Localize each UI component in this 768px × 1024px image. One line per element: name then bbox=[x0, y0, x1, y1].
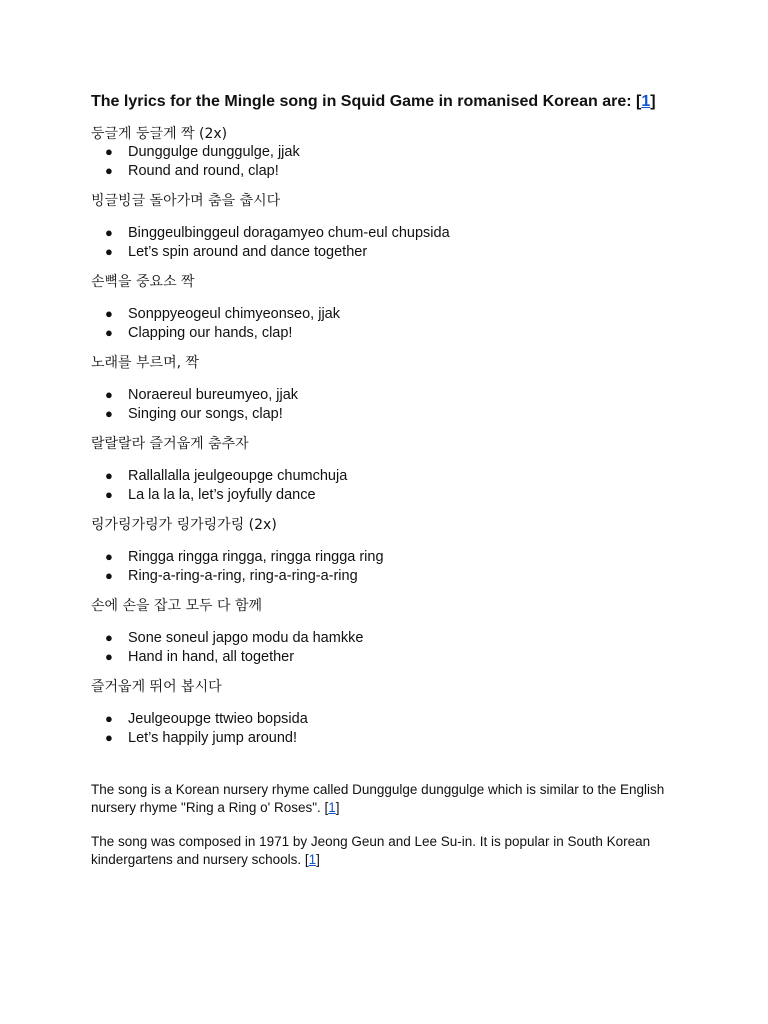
english-line: Singing our songs, clap! bbox=[128, 405, 283, 422]
list-item bbox=[91, 305, 691, 324]
list-item bbox=[91, 386, 691, 405]
citation-link[interactable]: 1 bbox=[328, 800, 336, 815]
bullet-icon: ● bbox=[105, 243, 113, 259]
bullet-icon: ● bbox=[105, 711, 113, 726]
bullet-icon: ● bbox=[105, 324, 113, 340]
korean-line: 손에 손을 잡고 모두 다 함께 bbox=[91, 598, 263, 614]
paragraph-bracket: ] bbox=[316, 852, 320, 867]
list-item bbox=[91, 629, 691, 648]
lyric-list bbox=[91, 305, 691, 342]
paragraph-bracket: ] bbox=[335, 800, 340, 815]
english-line: Let’s happily jump around! bbox=[128, 729, 298, 746]
list-item bbox=[91, 729, 691, 748]
list-item bbox=[91, 567, 691, 586]
english-line: La la la la, let’s joyfully dance bbox=[128, 486, 316, 503]
title-citation-link[interactable]: 1 bbox=[641, 93, 651, 110]
romanised-line: Noraereul bureumyeo, jjak bbox=[128, 387, 299, 403]
lyric-list bbox=[91, 386, 691, 423]
korean-line: 둥글게 둥글게 짝 (2x) bbox=[91, 126, 228, 142]
korean-line: 즐거웁게 뛰어 봅시다 bbox=[91, 679, 222, 695]
bullet-icon: ● bbox=[105, 387, 113, 402]
list-item bbox=[91, 548, 691, 567]
stanza-6 bbox=[91, 516, 691, 585]
bullet-icon: ● bbox=[105, 405, 113, 421]
stanza-4 bbox=[91, 354, 691, 423]
english-line: Ring-a-ring-a-ring, ring-a-ring-a-ring bbox=[128, 567, 358, 584]
stanza-1 bbox=[91, 125, 691, 180]
bullet-icon: ● bbox=[105, 567, 113, 583]
list-item bbox=[91, 486, 691, 505]
list-item bbox=[91, 224, 691, 243]
list-item bbox=[91, 405, 691, 424]
bullet-icon: ● bbox=[105, 729, 113, 745]
lyric-list bbox=[91, 224, 691, 261]
lyric-list bbox=[91, 548, 691, 585]
paragraph-origin bbox=[91, 781, 691, 817]
english-line: Let’s spin around and dance together bbox=[128, 243, 368, 260]
lyric-list bbox=[91, 629, 691, 666]
title-bracket: ] bbox=[650, 93, 656, 110]
paragraph-text: The song was composed in 1971 by Jeong Geun and Lee Su-in. It is popular in South Korean kindergartens and nursery schools. [ bbox=[91, 834, 651, 867]
stanza-3 bbox=[91, 273, 691, 342]
romanised-line: Binggeulbinggeul doragamyeo chum-eul chupsida bbox=[128, 225, 450, 241]
bullet-icon: ● bbox=[105, 468, 113, 483]
korean-line: 랄랄랄라 즐거웁게 춤추자 bbox=[91, 436, 249, 452]
lyric-list bbox=[91, 467, 691, 504]
bullet-icon: ● bbox=[105, 648, 113, 664]
romanised-line: Sone soneul japgo modu da hamkke bbox=[128, 630, 364, 646]
bullet-icon: ● bbox=[105, 144, 113, 159]
list-item bbox=[91, 324, 691, 343]
korean-line: 노래를 부르며, 짝 bbox=[91, 355, 200, 371]
page-title bbox=[91, 92, 691, 112]
english-line: Clapping our hands, clap! bbox=[128, 324, 293, 341]
paragraph-text: The song is a Korean nursery rhyme called Dunggulge dunggulge which is similar to the English nursery rhyme "Ring a Ring o' Roses". [ bbox=[91, 782, 665, 815]
lyric-list bbox=[91, 143, 691, 180]
list-item bbox=[91, 243, 691, 262]
list-item bbox=[91, 162, 691, 181]
bullet-icon: ● bbox=[105, 162, 113, 178]
list-item bbox=[91, 467, 691, 486]
list-item bbox=[91, 710, 691, 729]
stanza-5 bbox=[91, 435, 691, 504]
bullet-icon: ● bbox=[105, 486, 113, 502]
bullet-icon: ● bbox=[105, 225, 113, 240]
romanised-line: Dunggulge dunggulge, jjak bbox=[128, 144, 300, 160]
list-item bbox=[91, 648, 691, 667]
bullet-icon: ● bbox=[105, 306, 113, 321]
romanised-line: Sonppyeogeul chimyeonseo, jjak bbox=[128, 306, 340, 322]
list-item bbox=[91, 143, 691, 162]
citation-link[interactable]: 1 bbox=[308, 852, 317, 867]
stanza-2 bbox=[91, 192, 691, 261]
korean-line: 링가링가링가 링가링가링 (2x) bbox=[91, 517, 277, 533]
romanised-line: Jeulgeoupge ttwieo bopsida bbox=[128, 711, 308, 727]
romanised-line: Rallallalla jeulgeoupge chumchuja bbox=[128, 468, 348, 484]
bullet-icon: ● bbox=[105, 549, 113, 564]
stanza-7 bbox=[91, 597, 691, 666]
korean-line: 빙글빙글 돌아가며 춤을 춥시다 bbox=[91, 193, 281, 209]
title-text: The lyrics for the Mingle song in Squid Game in romanised Korean are: [ bbox=[91, 93, 642, 110]
lyric-list bbox=[91, 710, 691, 747]
korean-line: 손뼉을 중요소 짝 bbox=[91, 274, 195, 290]
english-line: Hand in hand, all together bbox=[128, 648, 295, 665]
paragraph-history bbox=[91, 833, 691, 869]
document-page bbox=[91, 92, 691, 869]
romanised-line: Ringga ringga ringga, ringga ringga ring bbox=[128, 549, 384, 565]
english-line: Round and round, clap! bbox=[128, 162, 279, 179]
bullet-icon: ● bbox=[105, 630, 113, 645]
stanza-8 bbox=[91, 678, 691, 747]
